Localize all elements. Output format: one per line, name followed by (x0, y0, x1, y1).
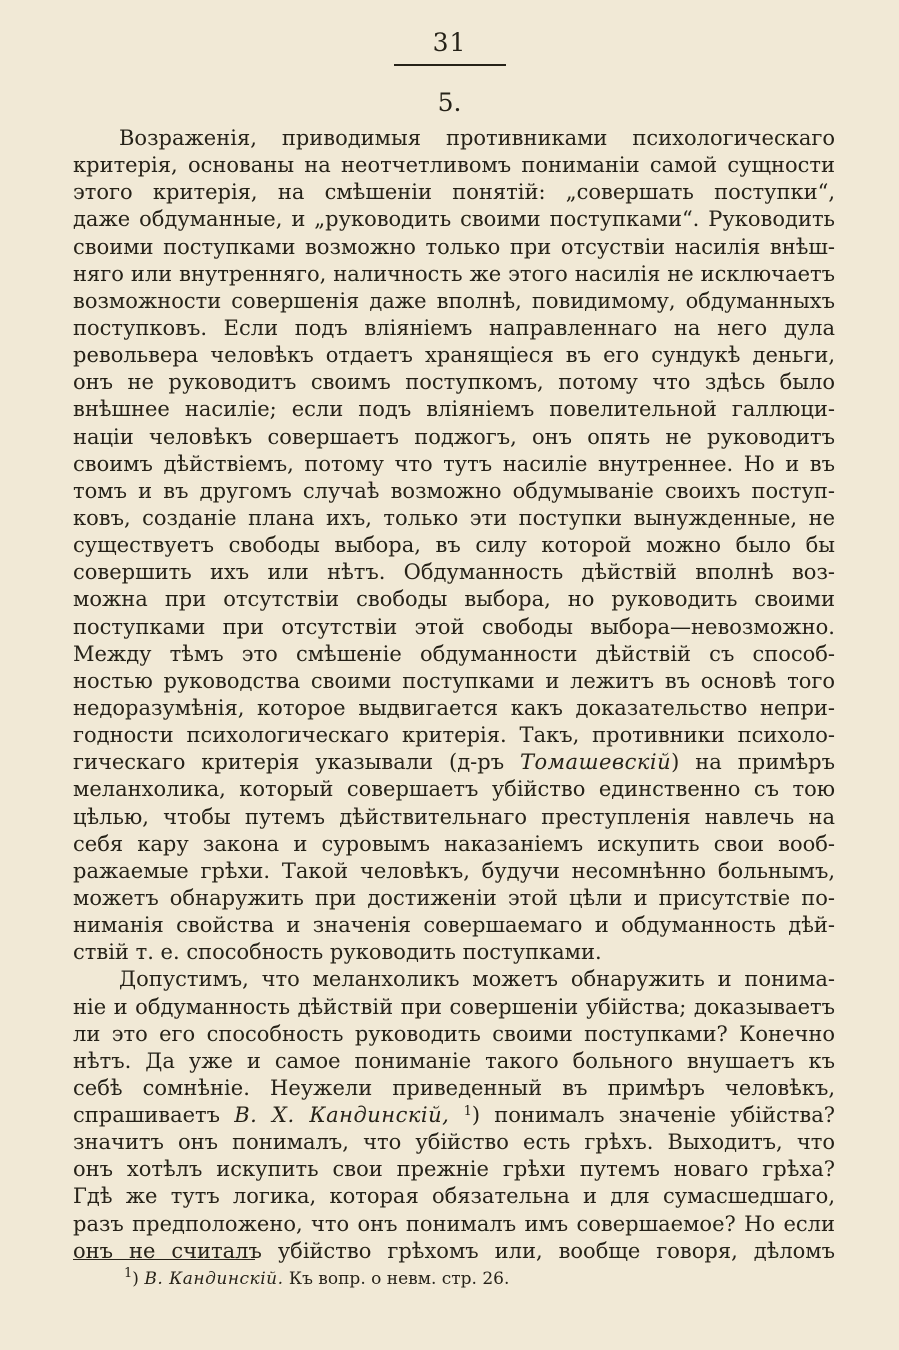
footnote (124, 1266, 509, 1292)
text-line: даже обдуманные, и „руководить своими поступками“. Руководить (73, 207, 835, 232)
text-line: поступковъ. Если подъ вліяніемъ направленнаго на него дула (73, 315, 835, 340)
text-line: націи человѣкъ совершаетъ поджогъ, онъ опять не руководитъ (73, 424, 835, 449)
footnote-text: Къ вопр. о невм. стр. 26. (283, 1269, 510, 1289)
footnote-author: В. Кандинскій. (144, 1269, 284, 1289)
paragraph-2-end (73, 1129, 835, 1265)
text-line: ностью руководства своими поступками и лежитъ въ основѣ того (73, 668, 835, 693)
section-number: 5. (437, 88, 462, 117)
line-text-after-name: ) на примѣръ (671, 750, 835, 775)
text-line: можетъ обнаружить при достиженіи этой цѣли и присутствіе по- (73, 885, 835, 910)
text-line: Допустимъ, что меланхоликъ можетъ обнаружить и понима- (119, 967, 835, 992)
page-body (73, 125, 835, 1265)
text-line: этого критерія, на смѣшеніи понятій: „совершать поступки“, (73, 180, 835, 205)
footnote-mark: 1 (124, 1266, 133, 1281)
text-line: ражаемые грѣхи. Такой человѣкъ, будучи несомнѣнно больнымъ, (73, 858, 835, 883)
text-line: можна при отсутствіи свободы выбора, но руководить своими (73, 587, 835, 612)
line-text-before-citation: спрашиваетъ (73, 1103, 235, 1128)
text-line: внѣшнее насиліе; если подъ вліяніемъ повелительной галлюци- (73, 397, 835, 422)
line-text-after-citation: ) понималъ значеніе убійства? (471, 1103, 835, 1128)
text-line: меланхолика, который совершаетъ убійство единственно съ тою (73, 777, 835, 802)
text-line: годности психологическаго критерія. Такъ, противники психоло- (73, 723, 835, 748)
paragraph-1-end (73, 776, 835, 966)
text-line: онъ не считалъ убійство грѣхомъ или, вообще говоря, дѣломъ (73, 1238, 835, 1263)
text-line: ковъ, созданіе плана ихъ, только эти поступки вынужденные, не (73, 505, 835, 530)
text-line: ниманія свойства и значенія совершаемаго и обдуманность дѣй- (73, 913, 835, 938)
footnote-rule (73, 1259, 255, 1260)
text-line: томъ и въ другомъ случаѣ возможно обдумываніе своихъ поступ- (73, 478, 835, 503)
text-line: Возраженія, приводимыя противниками психологическаго (119, 126, 835, 150)
text-line-with-author-name (73, 749, 835, 776)
text-line: совершить ихъ или нѣтъ. Обдуманность дѣйствій вполнѣ воз- (73, 560, 835, 585)
text-line: онъ хотѣлъ искупить свои прежніе грѣхи путемъ новаго грѣха? (73, 1157, 835, 1182)
line-text-before-name: гическаго критерія указывали (д-ръ (73, 750, 520, 775)
paragraph-1 (73, 125, 835, 749)
text-line: себя кару закона и суровымъ наказаніемъ искупить свои вооб- (73, 831, 835, 856)
text-line: возможности совершенія даже вполнѣ, повидимому, обдуманныхъ (73, 288, 835, 313)
text-line: няго или внутренняго, наличность же этого насилія не исключаетъ (73, 261, 835, 286)
text-line: ствій т. е. способность руководить поступками. (73, 940, 602, 965)
text-line: разъ предположено, что онъ понималъ имъ совершаемое? Но если (73, 1211, 835, 1236)
footnote-reference-mark: 1 (463, 1104, 472, 1120)
text-line: своимъ дѣйствіемъ, потому что тутъ насиліе внутреннее. Но и въ (73, 451, 835, 476)
text-line: своими поступками возможно только при отсуствіи насилія внѣш- (73, 234, 835, 259)
text-line: поступками при отсутствіи этой свободы выбора—невозможно. (73, 614, 835, 639)
text-line-with-cited-author (73, 1102, 835, 1129)
paragraph-2 (73, 966, 835, 1102)
text-line: цѣлью, чтобы путемъ дѣйствительнаго преступленія навлечь на (73, 804, 835, 829)
text-line: существуетъ свободы выбора, въ силу которой можно было бы (73, 533, 835, 558)
text-line: Гдѣ же тутъ логика, которая обязательна и для сумасшедшаго, (73, 1184, 835, 1209)
text-line: онъ не руководитъ своимъ поступкомъ, потому что здѣсь было (73, 370, 835, 395)
text-line: недоразумѣнія, которое выдвигается какъ доказательство непри- (73, 695, 835, 720)
text-line: значитъ онъ понималъ, что убійство есть грѣхъ. Выходитъ, что (73, 1130, 835, 1155)
text-line: револьвера человѣкъ отдаетъ хранящіеся въ его сундукѣ деньги, (73, 343, 835, 368)
text-line: ніе и обдуманность дѣйствій при совершеніи убійства; доказываетъ (73, 994, 835, 1019)
text-line: Между тѣмъ это смѣшеніе обдуманности дѣйствій съ способ- (73, 641, 835, 666)
author-name-tomashevsky: Томашевскій (520, 750, 672, 775)
footnote-mark-paren: ) (132, 1269, 139, 1289)
page-number: 31 (432, 28, 467, 57)
author-name-kandinsky: В. Х. Кандинскій, (234, 1103, 450, 1128)
text-line: ли это его способность руководить своими поступками? Конечно (73, 1021, 835, 1046)
header-rule (394, 64, 506, 66)
text-line: критерія, основаны на неотчетливомъ пониманіи самой сущности (73, 153, 835, 178)
text-line: нѣтъ. Да уже и самое пониманіе такого больного внушаетъ къ (73, 1048, 835, 1073)
text-line: себѣ сомнѣніе. Неужели приведенный въ примѣръ человѣкъ, (73, 1075, 835, 1100)
